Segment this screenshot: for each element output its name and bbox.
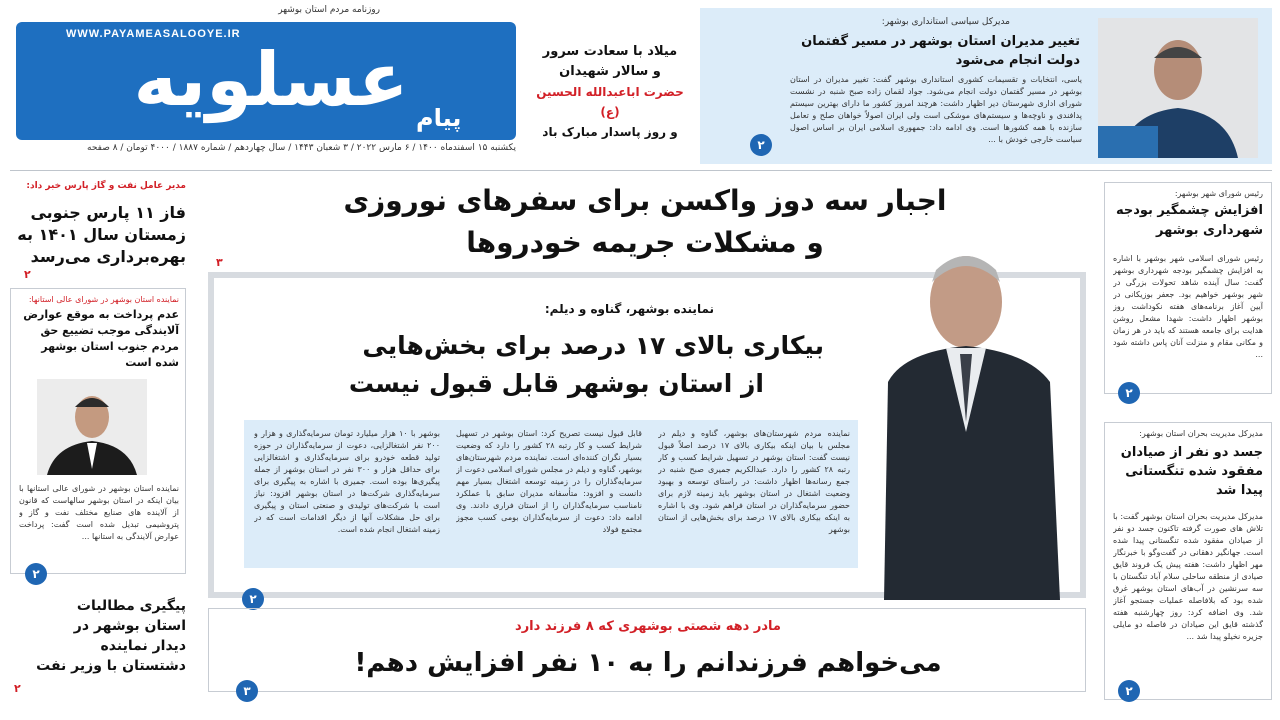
right-story1-body: رئیس شورای اسلامی شهر بوشهر با اشاره به افزایش چشمگیر بودجه شهرداری بوشهر گفت: سال آینده شاهد تحولات بزرگی در شهر بوشهر خواهیم بود. جعفر بوزیکانی در آیین آغاز برنامه‌های هفته نکوداشت روز بوشهر اظهار داشت: شهدا مشعل روشن هدایت برای جامعه هستند که باید در هر زمان و مکانی مقام و منزلت آنان پاس داشته شود ... <box>1113 254 1263 359</box>
right-story2-body: مدیرکل مدیریت بحران استان بوشهر گفت: با تلاش های صورت گرفته تاکنون جسد دو نفر از صیادان مفقود شده تنگستانی پیدا شده است. جهانگیر دهقانی در گفت‌وگو با خبرنگار مهر اظهار داشت: هفته پیش یک فروند قایق صیادی از منطقه ساحلی سلام آباد تنگستان با سه سرنشین در آب‌های استان بوشهر غرق شده بود که بلافاصله عملیات جستجو آغاز شد. وی اضافه کرد: روز چهارشنبه هفته گذشته قایق این صیادان در فاصله دو مایلی جزیره نخیلو پیدا شد ... <box>1113 512 1263 641</box>
feature-headline1[interactable]: بیکاری بالای ۱۷ درصد برای بخش‌هایی <box>362 331 824 360</box>
left-story1-kicker: مدیر عامل نفت و گاز پارس خبر داد: <box>26 181 186 191</box>
top-story-page-badge: ۲ <box>750 134 772 156</box>
greeting-line3: حضرت اباعبدالله الحسین (ع) <box>536 85 684 119</box>
person-photo-icon <box>864 242 1074 600</box>
masthead-logo <box>16 22 516 140</box>
right-story1-kicker: رئیس شورای شهر بوشهر: <box>1174 189 1263 198</box>
right-story2-headline[interactable]: جسد دو نفر از صیادان مفقود شده تنگستانی پیدا شد <box>1120 445 1263 498</box>
greeting <box>530 42 690 142</box>
greeting-line4: و روز پاسدار مبارک باد <box>542 125 678 139</box>
left-story2-photo <box>37 379 147 475</box>
website-text: WWW.PAYAMEASALOOYE.IR <box>66 28 241 40</box>
right-story2-kicker: مدیرکل مدیریت بحران استان بوشهر: <box>1139 429 1263 438</box>
left-story2-headline[interactable]: عدم پرداخت به موقع عوارض آلایندگی موجب تضییع حق مردم جنوب استان بوشهر شده است <box>23 308 179 369</box>
left-story1-headline[interactable]: فاز ۱۱ پارس جنوبی زمستان سال ۱۴۰۱ به بهره‌برداری می‌رسد <box>17 203 186 266</box>
greeting-line1: میلاد با سعادت سرور <box>542 44 678 59</box>
left-story2-kicker: نماینده استان بوشهر در شورای عالی استانها: <box>28 295 179 304</box>
left-column <box>10 178 186 718</box>
right-story1-page-badge: ۲ <box>1118 382 1140 404</box>
feature-col3: بوشهر با ۱۰ هزار میلیارد تومان سرمایه‌گذاری و هزار و ۲۰۰ نفر اشتغالزایی، دعوت از سرمایه‌گذاران در حوزه تولید قطعه خودرو برای سرمایه‌گذاری و اشتغالزایی برای حداقل هزار و ۳۰۰ نفر در استان بوشهر از جمله پیگیری‌ها بوده است. جمیری با اشاره به پیگیری برای سرمایه‌گذاری شرکت‌ها در استان بوشهر افزود: نیاز است با شرکت‌های تولیدی و صنعتی استان و پیگیری برای حل مشکلات آنها از دیگر اقدامات است که در زمینه اشتغال انجام شده است. <box>254 429 440 534</box>
top-story[interactable] <box>700 8 1272 164</box>
feature-text-panel <box>244 420 858 568</box>
right-story1-headline[interactable]: افزایش چشمگیر بودجه شهرداری بوشهر <box>1115 203 1263 238</box>
left-story2-box[interactable] <box>10 288 186 581</box>
left-story3-page: ۲ <box>14 682 21 695</box>
person-photo-icon <box>37 379 147 475</box>
top-story-body: یاسی، انتخابات و تقسیمات کشوری استانداری بوشهر گفت: تغییر مدیران در استان بوشهر در مسیر گفتمان دولت انجام می‌شود. جواد لقمان زاده صبح شنبه در نشست شورای اداری شهرستان دیر اظهار داشت: هرچند امروز کشور ما دارای بهترین سیستم پدافندی و ناوچه‌ها و سیستم‌های موشکی است ولی ایران اصولاً خواهان صلح و تعامل سازنده با همه کشورها است. وی ادامه داد: جمهوری اسلامی ایران بر اساس اصول سیاست خارجی خودش با ... <box>790 75 1082 144</box>
feature-photo <box>864 242 1074 600</box>
right-story2-page-badge: ۲ <box>1118 680 1140 702</box>
feature-page-badge: ۲ <box>242 588 264 610</box>
top-story-photo <box>1098 18 1258 158</box>
logo-text: عسلویه <box>133 37 409 123</box>
logo-sub: پیام <box>416 104 462 132</box>
top-story-kicker: مدیرکل سیاسی استانداری بوشهر: <box>881 17 1010 27</box>
feature-kicker: نماینده بوشهر، گناوه و دیلم: <box>544 302 714 316</box>
person-photo-icon <box>1098 18 1258 158</box>
main-headline-line1: اجبار سه دوز واکسن برای سفرهای نوروزی <box>343 184 947 217</box>
masthead-tagline: روزنامه مردم استان بوشهر <box>278 5 380 15</box>
left-story2-body: نماینده استان بوشهر در شورای عالی استانها با بیان اینکه در استان بوشهر سالهاست که قانون از آلاینده های صنایع مختلف نفت و گاز و پتروشیمی تبدیل شده است گفت: پرداخت عوارض آلایندگی به استانها ... <box>19 484 179 541</box>
left-story3-headline[interactable]: پیگیری مطالبات استان بوشهر در دیدار نماینده دشتستان با وزیر نفت <box>36 598 186 674</box>
feature-box[interactable] <box>208 272 1086 606</box>
right-story2-box[interactable] <box>1104 422 1272 700</box>
dateline: یکشنبه ۱۵ اسفندماه ۱۴۰۰ / ۶ مارس ۲۰۲۲ / ۳ شعبان ۱۴۴۳ / سال چهاردهم / شماره ۱۸۸۷ / ۴۰۰۰ تومان / ۸ صفحه <box>87 143 516 153</box>
main-headline-page: ۳ <box>216 256 223 269</box>
main-headline-line2: و مشکلات جریمه خودروها <box>466 226 824 259</box>
feature-col1: نماینده مردم شهرستان‌های بوشهر، گناوه و دیلم در مجلس با بیان اینکه بیکاری بالای ۱۷ درصد اصلاً قبول نیست گفت: استان بوشهر در تسهیل شرایط کسب و کار رتبه ۲۸ کشور را دارد. عبدالکریم جمیری صبح شنبه در جمع رسانه‌ها اظهار داشت: در راستای توسعه و بهبود وضعیت اشتغال در استان بوشهر باید زمینه لازم برای حضور سرمایه‌گذاران در استان فراهم شود. وی با اشاره به اینکه بیکاری بالای ۱۷ درصد برای بخش‌هایی از استان بوشهر <box>658 429 850 534</box>
header-divider <box>10 170 1272 171</box>
greeting-line2: و سالار شهیدان <box>559 64 661 79</box>
masthead <box>10 4 516 160</box>
bottom-story[interactable] <box>208 608 1086 692</box>
left-story2-page-badge: ۲ <box>25 563 47 585</box>
right-story1-box[interactable] <box>1104 182 1272 394</box>
bottom-story-kicker: مادر دهه شصتی بوشهری که ۸ فرزند دارد <box>515 619 781 634</box>
top-story-headline[interactable]: تغییر مدیران استان بوشهر در مسیر گفتمان دولت انجام می‌شود <box>801 34 1080 68</box>
feature-headline2[interactable]: از استان بوشهر قابل قبول نیست <box>348 369 764 398</box>
bottom-story-page-badge: ۳ <box>236 680 258 702</box>
left-story1-page: ۲ <box>24 268 31 281</box>
feature-col2: قابل قبول نیست تصریح کرد: استان بوشهر در تسهیل شرایط کسب و کار رتبه ۲۸ کشور را دارد که وضعیت بسیار نگران کننده‌ای است. نماینده مردم شهرستان‌های بوشهر، گناوه و دیلم در مجلس شورای اسلامی دعوت از سرمایه‌گذاران را در زمینه توسعه اشتغال بسیار مهم دانست و افزود: متأسفانه مدیران سابق با عملکرد نامناسب سرمایه‌گذاران را از استان فراری دادند. وی ادامه داد: دعوت از سرمایه‌گذاران بومی کسب مجوز مجتمع فولاد <box>456 429 642 534</box>
bottom-story-headline[interactable]: می‌خواهم فرزندانم را به ۱۰ نفر افزایش دهم! <box>354 648 942 678</box>
